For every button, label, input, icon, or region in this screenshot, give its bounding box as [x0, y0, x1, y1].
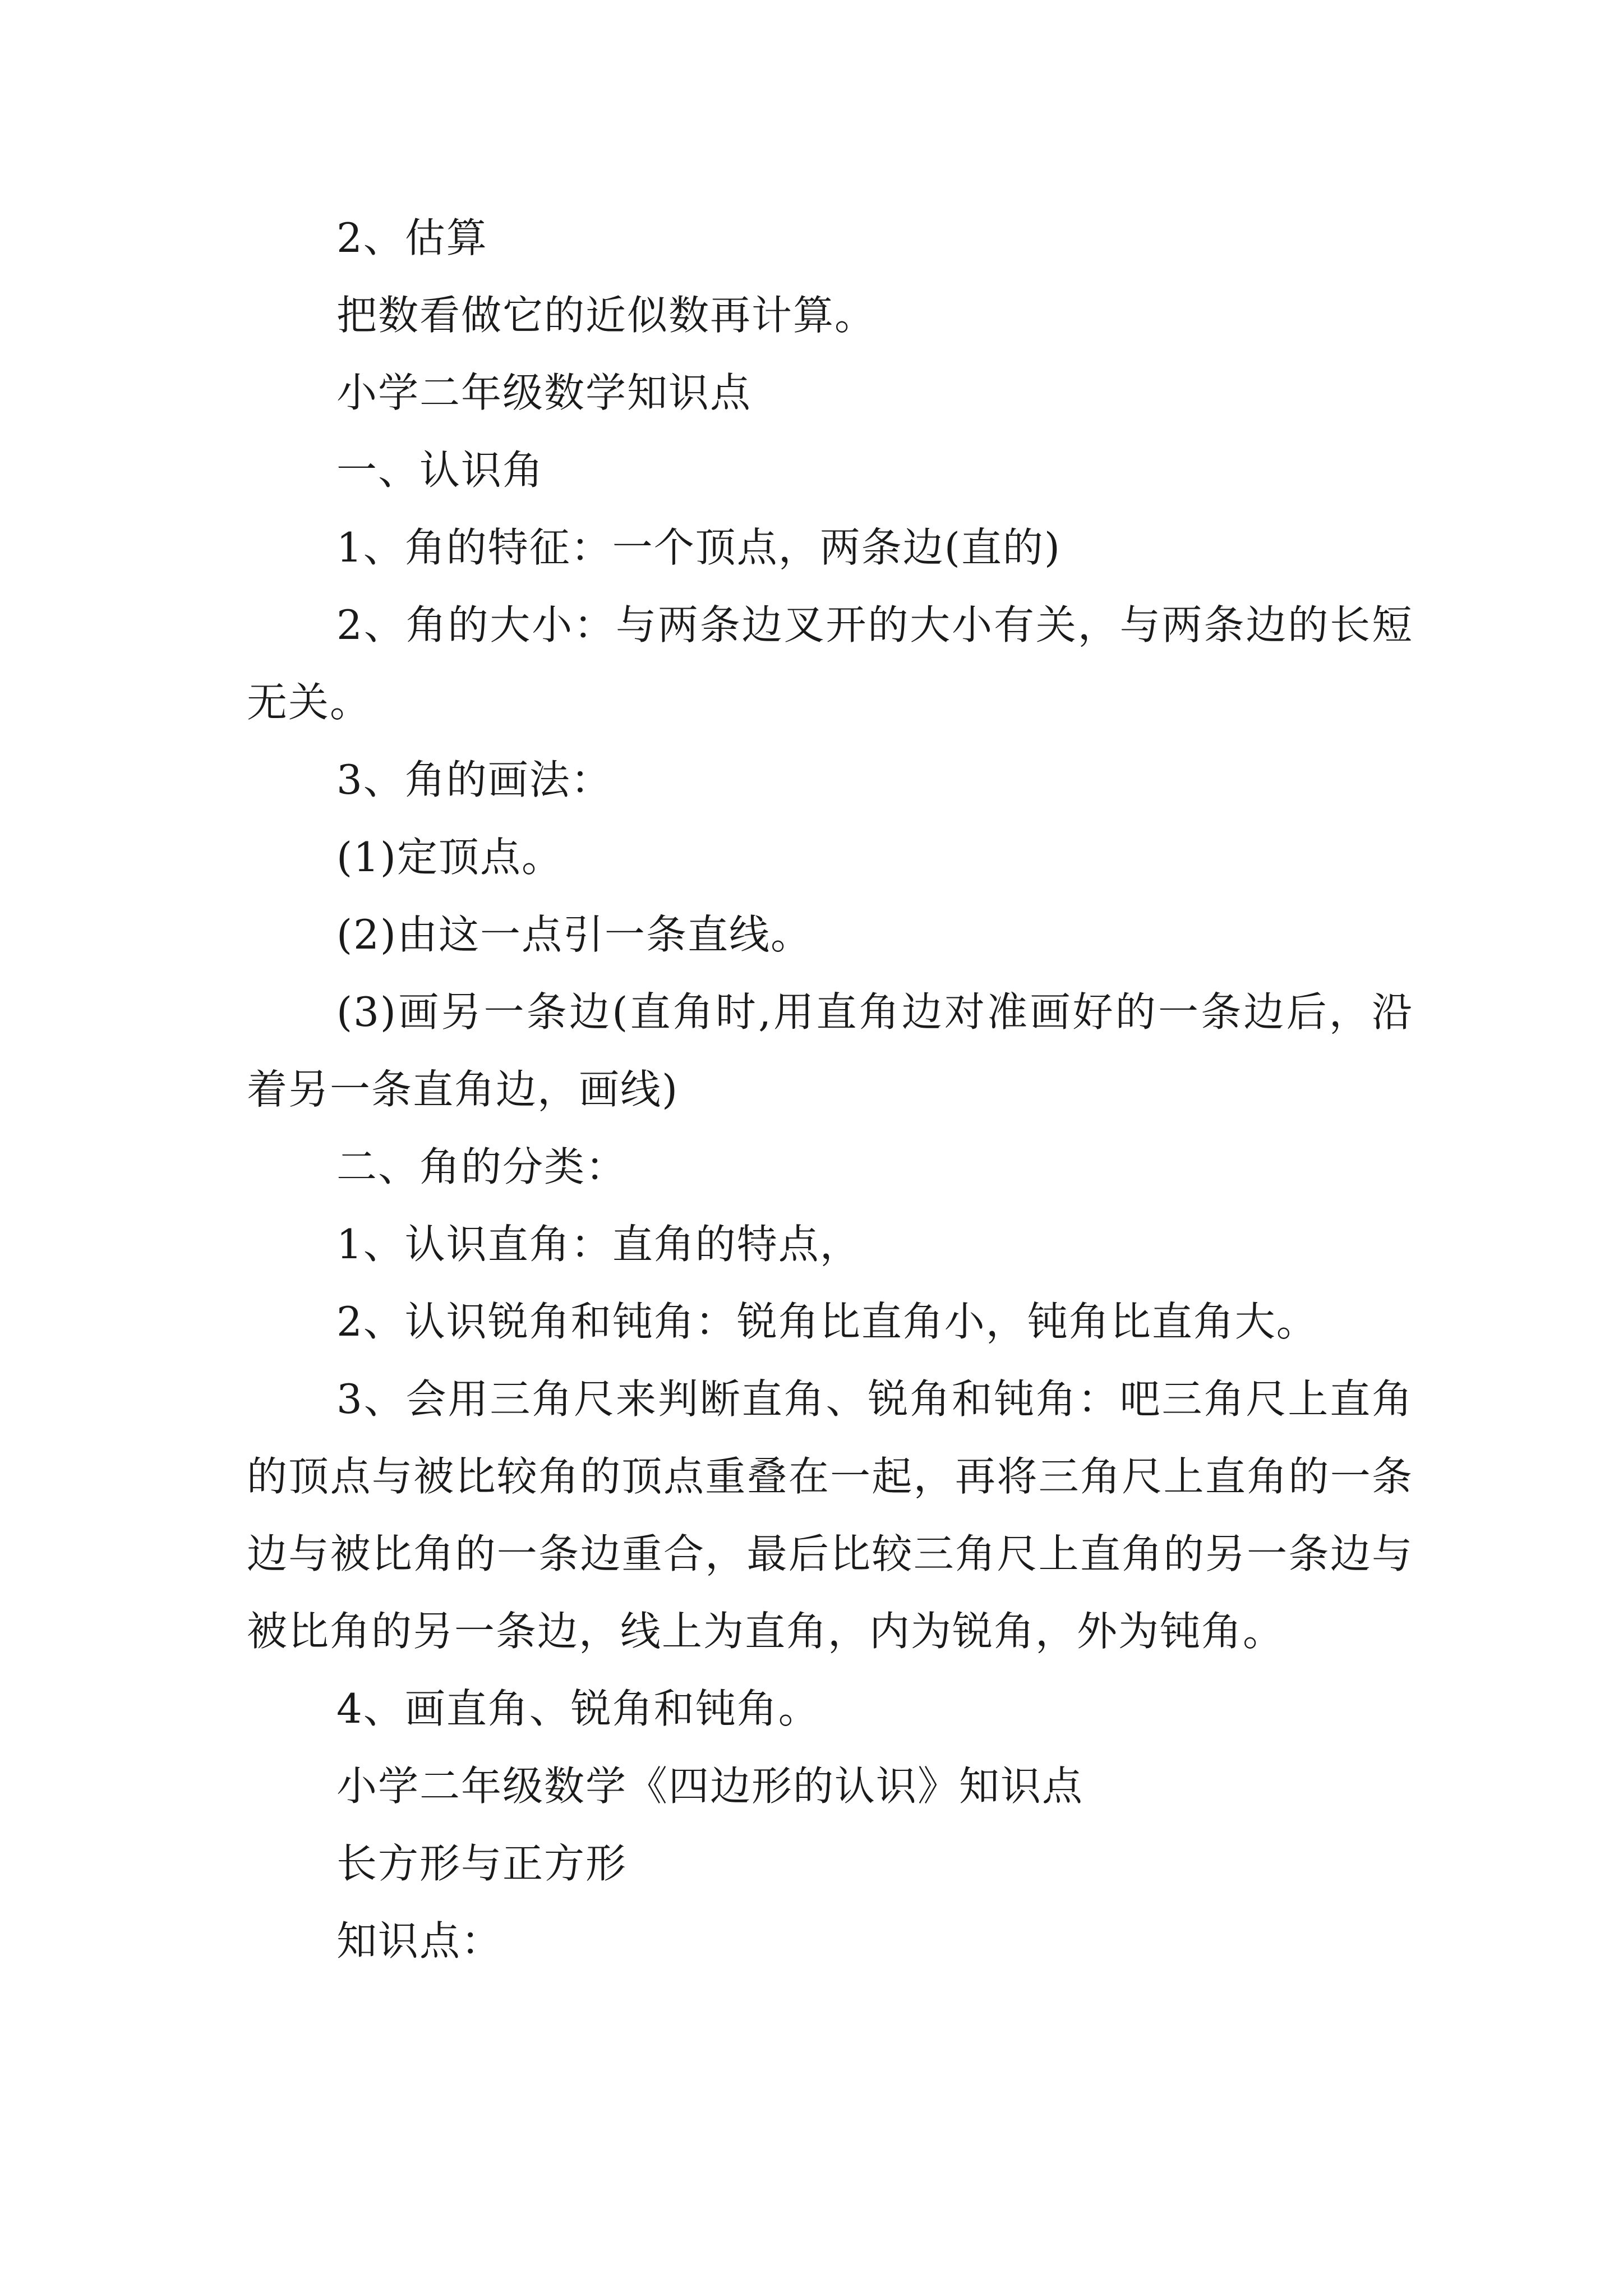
- section-title-grade2-math: 小学二年级数学知识点: [336, 369, 752, 416]
- paragraph-angle-drawing: 3、角的画法：: [336, 756, 612, 803]
- paragraph-draw-angles: 4、画直角、锐角和钝角。: [336, 1685, 820, 1732]
- heading-rectangle-square: 长方形与正方形: [336, 1840, 628, 1887]
- paragraph-angle-size: 2、角的大小：与两条边叉开的大小有关，与两条边的长短无关。: [247, 601, 1413, 726]
- document-body: [247, 199, 1413, 1980]
- paragraph-estimation-heading: 2、估算: [336, 214, 488, 261]
- section-title-quadrilaterals: 小学二年级数学《四边形的认识》知识点: [336, 1763, 1084, 1810]
- paragraph-triangle-ruler: 3、会用三角尺来判断直角、锐角和钝角：吧三角尺上直角的顶点与被比较角的顶点重叠在一起，再将三角尺上直角的一条边与被比角的一条边重合，最后比较三角尺上直角的另一条边与被比角的另一条边，线上为直角，内为锐角，外为钝角。: [247, 1375, 1413, 1655]
- heading-angle-classification: 二、角的分类：: [336, 1143, 628, 1190]
- paragraph-step-1: (1)定顶点。: [336, 834, 563, 881]
- heading-know-angles: 一、认识角: [336, 447, 545, 494]
- heading-knowledge-points: 知识点：: [336, 1917, 503, 1964]
- paragraph-acute-obtuse: 2、认识锐角和钝角：锐角比直角小，钝角比直角大。: [336, 1298, 1318, 1345]
- paragraph-right-angle: 1、认识直角：直角的特点，: [336, 1221, 861, 1268]
- paragraph-angle-features: 1、角的特征：一个顶点，两条边(直的): [336, 524, 1061, 571]
- paragraph-step-2: (2)由这一点引一条直线。: [336, 911, 812, 958]
- paragraph-estimation-text: 把数看做它的近似数再计算。: [336, 292, 877, 339]
- paragraph-step-3: (3)画另一条边(直角时,用直角边对准画好的一条边后，沿着另一条直角边，画线): [247, 988, 1413, 1113]
